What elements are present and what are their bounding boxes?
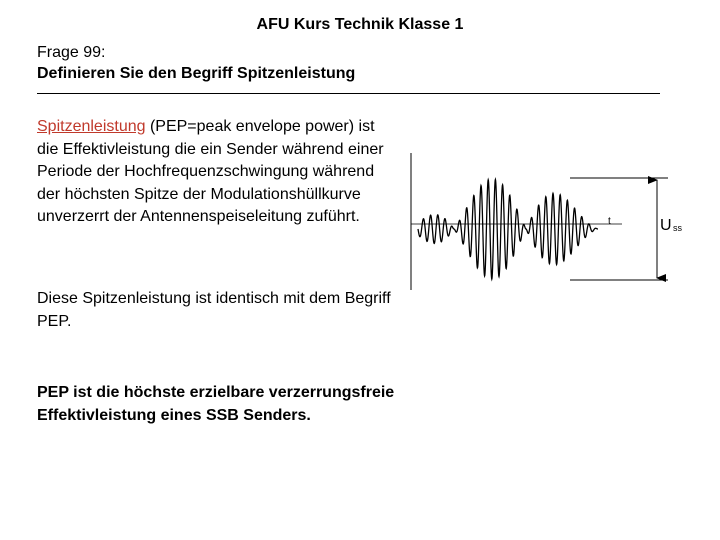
summary-paragraph: PEP ist die höchste erzielbare verzerrungsfreie Effektivleistung eines SSB Senders. <box>37 384 395 424</box>
title-divider <box>37 93 660 94</box>
question-number: Frage 99: <box>37 44 106 61</box>
definition-paragraph <box>37 116 397 229</box>
envelope-waveform-diagram <box>400 145 700 295</box>
identity-paragraph: Diese Spitzenleistung ist identisch mit dem Begriff PEP. <box>37 290 391 330</box>
voltage-label: U <box>660 217 672 234</box>
question-text: Definieren Sie den Begriff Spitzenleistung <box>37 65 356 82</box>
voltage-subscript: ss <box>673 223 682 233</box>
definition-text: (PEP=peak envelope power) ist die Effektivleistung die ein Sender während einer Periode der Hochfrequenzschwingung während der höchsten Spitze der Modulationshüllkurve unverzerrt der Antennenspeiseleitung zuführt. <box>37 118 384 226</box>
time-axis-label: t <box>608 216 611 227</box>
modulated-carrier-waveform <box>418 180 598 280</box>
course-title: AFU Kurs Technik Klasse 1 <box>256 16 464 33</box>
highlighted-term: Spitzenleistung <box>37 118 146 135</box>
